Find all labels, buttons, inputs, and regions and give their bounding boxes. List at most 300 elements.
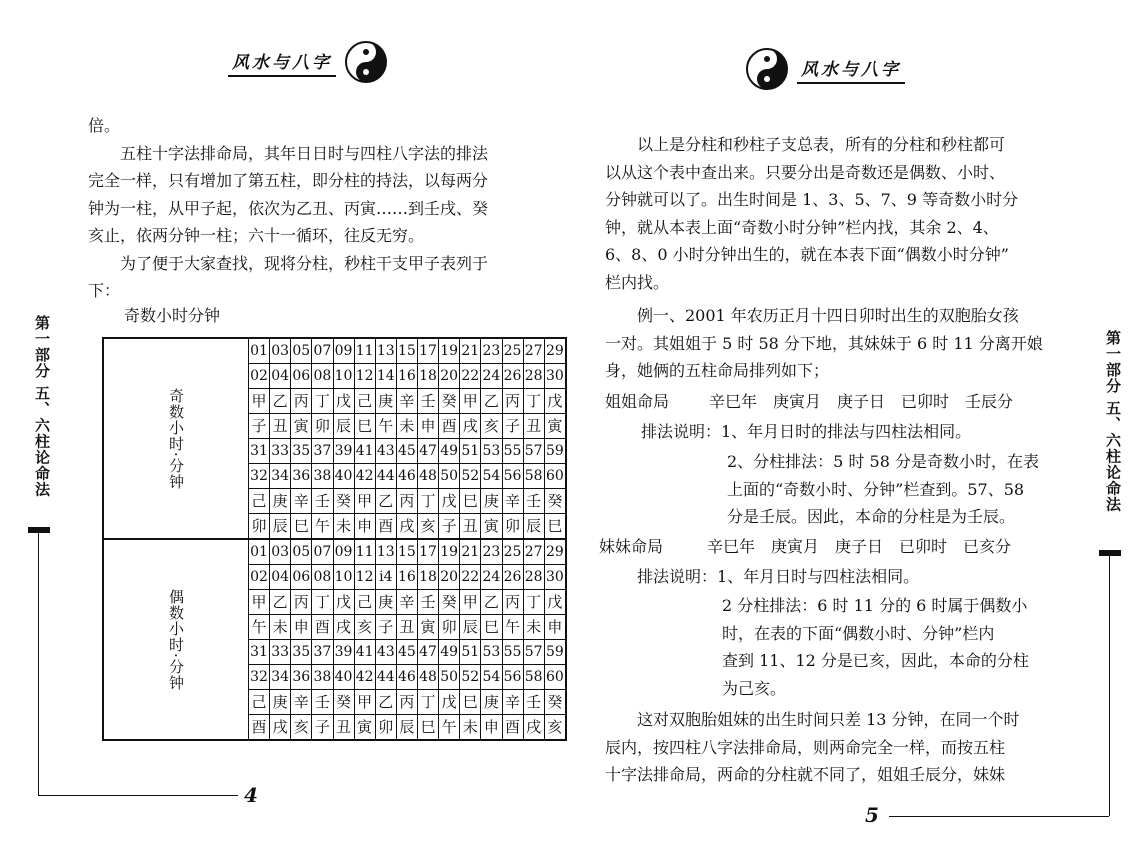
table-cell: 23 <box>481 338 502 364</box>
table-cell: 甲 <box>249 389 270 414</box>
table-cell: 54 <box>481 665 502 690</box>
table-cell: 寅 <box>354 715 375 741</box>
table-cell: 庚 <box>270 489 291 514</box>
table-cell: 07 <box>312 539 333 565</box>
table-cell: 47 <box>418 439 439 464</box>
table-cell: 54 <box>481 464 502 489</box>
table-cell: 24 <box>481 364 502 389</box>
table-cell: 31 <box>249 640 270 665</box>
table-cell: 丙 <box>291 590 312 615</box>
elder-pillars: 辛巳年 庚寅月 庚子日 已卯时 壬辰分 <box>709 392 1014 411</box>
table-cell: 午 <box>312 514 333 540</box>
table-cell: 壬 <box>312 690 333 715</box>
table-cell: 56 <box>502 464 523 489</box>
table-cell: 丑 <box>270 414 291 439</box>
table-cell: 58 <box>523 464 544 489</box>
table-cell: 丁 <box>523 590 544 615</box>
table-cell: 甲 <box>354 489 375 514</box>
table-cell: 寅 <box>481 514 502 540</box>
table-caption: 奇数小时分钟 <box>124 306 221 325</box>
table-cell: 亥 <box>354 615 375 640</box>
table-cell: 申 <box>481 715 502 741</box>
table-cell: 癸 <box>333 489 354 514</box>
table-cell: 01 <box>249 539 270 565</box>
text-line: 分钟就可以了。出生时间是 1、3、5、7、9 等奇数小时分 <box>605 190 1019 209</box>
elder-note-1: 1、年月日时的排法与四柱法相同。 <box>721 422 972 441</box>
text-line: 亥止，依两分钟一柱；六十一循环，往反无穷。 <box>88 226 425 245</box>
table-cell: 25 <box>502 338 523 364</box>
table-cell: 亥 <box>418 514 439 540</box>
table-cell: 22 <box>460 565 481 590</box>
table-cell: 38 <box>312 665 333 690</box>
table-cell: 52 <box>460 464 481 489</box>
ganzhi-table <box>102 337 567 741</box>
table-cell: 27 <box>523 338 544 364</box>
table-cell: 丁 <box>312 590 333 615</box>
table-cell: 45 <box>396 640 417 665</box>
paragraph-3 <box>605 706 1070 789</box>
table-cell: 未 <box>270 615 291 640</box>
table-cell: 01 <box>249 338 270 364</box>
table-cell: 寅 <box>291 414 312 439</box>
table-cell: 申 <box>418 414 439 439</box>
table-cell: 17 <box>418 338 439 364</box>
table-cell: 丁 <box>418 489 439 514</box>
table-cell: 28 <box>523 565 544 590</box>
table-cell: 23 <box>481 539 502 565</box>
table-cell: 庚 <box>481 489 502 514</box>
elder-label: 姐姐命局 <box>605 392 670 411</box>
table-cell: 巳 <box>481 615 502 640</box>
table-cell: 戌 <box>396 514 417 540</box>
table-cell: 15 <box>396 539 417 565</box>
table-cell: 戌 <box>333 615 354 640</box>
table-cell: 46 <box>396 464 417 489</box>
table-cell: 38 <box>312 464 333 489</box>
table-cell: 辛 <box>502 690 523 715</box>
header-title: 风水与八字 <box>797 55 905 84</box>
table-cell: 丙 <box>291 389 312 414</box>
table-cell: 亥 <box>544 715 566 741</box>
table-cell: 巳 <box>544 514 566 540</box>
table-cell: 戊 <box>439 489 460 514</box>
table-cell: 卯 <box>502 514 523 540</box>
table-cell: 10 <box>333 364 354 389</box>
table-cell: 60 <box>544 464 566 489</box>
table-cell: 子 <box>439 514 460 540</box>
table-cell: 庚 <box>375 389 396 414</box>
text-line: 分是壬辰。因此，本命的分柱是为壬辰。 <box>727 507 1016 526</box>
table-cell: 亥 <box>291 715 312 741</box>
table-cell: 49 <box>439 439 460 464</box>
table-cell: 申 <box>354 514 375 540</box>
table-cell: 33 <box>270 439 291 464</box>
table-cell: 寅 <box>418 615 439 640</box>
table-cell: 20 <box>439 364 460 389</box>
side-bar-mark <box>28 527 50 533</box>
table-cell: 卯 <box>312 414 333 439</box>
table-cell: 戊 <box>544 389 566 414</box>
table-cell: 庚 <box>270 690 291 715</box>
table-cell: 21 <box>460 338 481 364</box>
table-cell: 48 <box>418 464 439 489</box>
younger-pillars: 辛巳年 庚寅月 庚子日 已卯时 已亥分 <box>707 537 1012 556</box>
text-line: 以上是分柱和秒柱子支总表，所有的分柱和秒柱都可 <box>637 135 1006 154</box>
table-cell: 26 <box>502 364 523 389</box>
table-cell: 34 <box>270 464 291 489</box>
table-cell: 57 <box>523 439 544 464</box>
table-cell: 子 <box>312 715 333 741</box>
table-cell: 53 <box>481 640 502 665</box>
side-section-label: 第一部分 五、六柱论命法 <box>33 315 51 498</box>
section-label: 奇数小时·分钟 <box>103 338 249 539</box>
table-cell: 午 <box>249 615 270 640</box>
table-cell: 13 <box>375 338 396 364</box>
younger-label: 妹妹命局 <box>599 537 664 556</box>
table-cell: 09 <box>333 338 354 364</box>
left-page <box>0 0 567 843</box>
table-cell: 26 <box>502 565 523 590</box>
yin-yang-icon <box>344 40 388 84</box>
table-cell: 辛 <box>291 489 312 514</box>
table-cell: 戊 <box>544 590 566 615</box>
table-cell: 己 <box>354 389 375 414</box>
table-cell: 丁 <box>312 389 333 414</box>
table-cell: 丁 <box>418 690 439 715</box>
table-cell: 己 <box>249 690 270 715</box>
table-cell: 16 <box>396 565 417 590</box>
table-cell: 56 <box>502 665 523 690</box>
table-cell: 酉 <box>312 615 333 640</box>
table-cell: 09 <box>333 539 354 565</box>
table-cell: 丁 <box>523 389 544 414</box>
table-cell: 丑 <box>396 615 417 640</box>
page-header-right <box>745 47 905 91</box>
footer-rule <box>889 816 1109 817</box>
table-cell: 戊 <box>439 690 460 715</box>
text-line: 栏内找。 <box>605 272 670 292</box>
text-line: 五柱十字法排命局，其年日日时与四柱八字法的排法 <box>120 143 489 163</box>
table-cell: 17 <box>418 539 439 565</box>
table-cell: 10 <box>333 565 354 590</box>
header-title: 风水与八字 <box>228 48 336 77</box>
text-line: 十字法排命局，两命的分柱就不同了，姐姐壬辰分，妹妹 <box>605 765 1006 784</box>
text-line: 下： <box>88 281 121 300</box>
table-row <box>103 338 566 364</box>
table-cell: 己 <box>249 489 270 514</box>
younger-note-2 <box>722 592 1062 702</box>
table-cell: 辰 <box>333 414 354 439</box>
table-cell: 庚 <box>375 590 396 615</box>
table-cell: 19 <box>439 338 460 364</box>
table-cell: 30 <box>544 364 566 389</box>
table-cell: 未 <box>460 715 481 741</box>
table-cell: 未 <box>523 615 544 640</box>
page-header-left <box>228 40 388 84</box>
table-cell: 乙 <box>270 590 291 615</box>
text-line: 完全一样，只有增加了第五柱，即分柱的持法，以每两分 <box>88 171 489 190</box>
table-cell: 酉 <box>439 414 460 439</box>
text-line: 为己亥。 <box>722 678 787 698</box>
table-cell: 癸 <box>439 389 460 414</box>
table-cell: 戌 <box>270 715 291 741</box>
table-cell: 13 <box>375 539 396 565</box>
table-cell: 42 <box>354 464 375 489</box>
table-cell: 51 <box>460 640 481 665</box>
table-cell: 41 <box>354 640 375 665</box>
table-cell: 05 <box>291 338 312 364</box>
text-line: 2 分柱排法：6 时 11 分的 6 时属于偶数小 <box>722 596 1028 615</box>
table-cell: 58 <box>523 665 544 690</box>
text-line: 钟为一柱，从甲子起，依次为乙丑、丙寅……到壬戌、癸 <box>88 198 489 218</box>
table-cell: 57 <box>523 640 544 665</box>
side-bar-mark <box>1099 550 1121 556</box>
table-cell: 未 <box>396 414 417 439</box>
table-cell: 55 <box>502 439 523 464</box>
table-cell: 辰 <box>523 514 544 540</box>
table-cell: 16 <box>396 364 417 389</box>
elder-note-label: 排法说明： <box>641 422 722 441</box>
table-cell: 60 <box>544 665 566 690</box>
table-cell: 19 <box>439 539 460 565</box>
paragraph-1 <box>605 131 1070 296</box>
table-cell: 29 <box>544 338 566 364</box>
table-cell: 辰 <box>396 715 417 741</box>
table-row <box>103 539 566 565</box>
elder-note-2 <box>727 448 1067 531</box>
table-cell: 12 <box>354 565 375 590</box>
table-cell: 卯 <box>439 615 460 640</box>
table-cell: 卯 <box>375 715 396 741</box>
table-cell: 午 <box>502 615 523 640</box>
table-cell: 42 <box>354 665 375 690</box>
table-cell: 39 <box>333 439 354 464</box>
table-cell: 午 <box>439 715 460 741</box>
table-cell: 05 <box>291 539 312 565</box>
table-cell: 辛 <box>396 590 417 615</box>
table-cell: 巳 <box>418 715 439 741</box>
yin-yang-icon <box>745 47 789 91</box>
table-cell: 30 <box>544 565 566 590</box>
text-line: 以从这个表中查出来。只要分出是奇数还是偶数、小时、 <box>605 162 1006 182</box>
table-cell: 59 <box>544 640 566 665</box>
text-line: 倍。 <box>88 116 121 135</box>
table-cell: 壬 <box>523 690 544 715</box>
table-cell: 14 <box>375 364 396 389</box>
table-cell: 27 <box>523 539 544 565</box>
text-line: 查到 11、12 分是已亥，因此，本命的分柱 <box>722 651 1029 670</box>
table-cell: 己 <box>354 590 375 615</box>
table-cell: 申 <box>291 615 312 640</box>
table-cell: 子 <box>502 414 523 439</box>
footer-rule <box>38 795 238 796</box>
table-cell: 乙 <box>270 389 291 414</box>
table-cell: i4 <box>375 565 396 590</box>
table-cell: 29 <box>544 539 566 565</box>
table-cell: 12 <box>354 364 375 389</box>
table-cell: 15 <box>396 338 417 364</box>
table-cell: 寅 <box>544 414 566 439</box>
table-cell: 49 <box>439 640 460 665</box>
table-cell: 52 <box>460 665 481 690</box>
table-cell: 卯 <box>249 514 270 540</box>
table-cell: 50 <box>439 464 460 489</box>
table-cell: 子 <box>375 615 396 640</box>
table-cell: 44 <box>375 665 396 690</box>
table-cell: 36 <box>291 464 312 489</box>
table-cell: 甲 <box>460 590 481 615</box>
table-cell: 乙 <box>375 690 396 715</box>
table-cell: 申 <box>544 615 566 640</box>
table-cell: 47 <box>418 640 439 665</box>
text-line: 例一、2001 年农历正月十四日卯时出生的双胞胎女孩 <box>637 306 1019 325</box>
text-line: 钟，就从本表上面“奇数小时分钟”栏内找，其余 2、4、 <box>605 217 999 237</box>
table-cell: 37 <box>312 439 333 464</box>
text-line: 时，在表的下面“偶数小时、分钟”栏内 <box>722 623 995 643</box>
table-cell: 乙 <box>481 590 502 615</box>
table-cell: 辛 <box>291 690 312 715</box>
table-cell: 壬 <box>523 489 544 514</box>
table-cell: 02 <box>249 364 270 389</box>
right-page <box>567 0 1135 843</box>
page-number: 4 <box>244 783 258 807</box>
table-cell: 35 <box>291 640 312 665</box>
table-cell: 午 <box>375 414 396 439</box>
table-cell: 辛 <box>502 489 523 514</box>
table-cell: 39 <box>333 640 354 665</box>
table-cell: 18 <box>418 565 439 590</box>
table-cell: 壬 <box>418 590 439 615</box>
table-cell: 辛 <box>396 389 417 414</box>
table-cell: 20 <box>439 565 460 590</box>
text-line: 辰内，按四柱八字法排命局，则两命完全一样，而按五柱 <box>605 737 1006 757</box>
table-cell: 癸 <box>544 690 566 715</box>
table-cell: 51 <box>460 439 481 464</box>
table-cell: 53 <box>481 439 502 464</box>
left-body-text <box>88 112 548 305</box>
text-line: 身，她俩的五柱命局排列如下； <box>605 361 830 380</box>
table-cell: 50 <box>439 665 460 690</box>
text-line: 一对。其姐姐于 5 时 58 分下地，其妹妹于 6 时 11 分离开娘 <box>605 333 1043 353</box>
section-label: 偶数小时·分钟 <box>103 539 249 740</box>
table-cell: 28 <box>523 364 544 389</box>
table-cell: 07 <box>312 338 333 364</box>
table-cell: 04 <box>270 364 291 389</box>
table-cell: 子 <box>249 414 270 439</box>
table-cell: 22 <box>460 364 481 389</box>
table-cell: 46 <box>396 665 417 690</box>
table-cell: 02 <box>249 565 270 590</box>
table-cell: 33 <box>270 640 291 665</box>
page-number: 5 <box>865 803 879 827</box>
table-cell: 06 <box>291 364 312 389</box>
text-line: 为了便于大家查找，现将分柱，秒柱干支甲子表列于 <box>120 253 489 273</box>
table-cell: 59 <box>544 439 566 464</box>
younger-note-1: 1、年月日时与四柱法相同。 <box>717 567 920 586</box>
table-cell: 丙 <box>396 489 417 514</box>
table-cell: 08 <box>312 565 333 590</box>
table-cell: 乙 <box>375 489 396 514</box>
table-cell: 06 <box>291 565 312 590</box>
table-cell: 丙 <box>502 389 523 414</box>
table-cell: 辰 <box>270 514 291 540</box>
table-cell: 酉 <box>249 715 270 741</box>
side-section-label: 第一部分 五、六柱论命法 <box>1104 330 1122 513</box>
table-cell: 巳 <box>291 514 312 540</box>
table-cell: 31 <box>249 439 270 464</box>
table-cell: 酉 <box>375 514 396 540</box>
table-cell: 08 <box>312 364 333 389</box>
table-cell: 40 <box>333 665 354 690</box>
table-cell: 25 <box>502 539 523 565</box>
table-cell: 戊 <box>333 389 354 414</box>
table-cell: 35 <box>291 439 312 464</box>
table-cell: 癸 <box>544 489 566 514</box>
table-cell: 34 <box>270 665 291 690</box>
text-line: 这对双胞胎姐妹的出生时间只差 13 分钟，在同一个时 <box>637 710 1020 729</box>
table-cell: 43 <box>375 439 396 464</box>
table-cell: 巳 <box>354 414 375 439</box>
table-cell: 乙 <box>481 389 502 414</box>
table-cell: 甲 <box>354 690 375 715</box>
table-cell: 43 <box>375 640 396 665</box>
table-cell: 55 <box>502 640 523 665</box>
table-cell: 癸 <box>439 590 460 615</box>
table-cell: 辰 <box>460 615 481 640</box>
table-cell: 48 <box>418 665 439 690</box>
text-line: 6、8、0 小时分钟出生的，就在本表下面“偶数小时分钟” <box>605 245 1009 264</box>
table-cell: 亥 <box>481 414 502 439</box>
table-cell: 酉 <box>502 715 523 741</box>
table-cell: 丙 <box>502 590 523 615</box>
text-line: 2、分柱排法：5 时 58 分是奇数小时，在表 <box>727 452 1039 471</box>
paragraph-2 <box>605 302 1070 385</box>
younger-note-label: 排法说明： <box>637 567 718 586</box>
table-cell: 45 <box>396 439 417 464</box>
table-cell: 丙 <box>396 690 417 715</box>
table-cell: 巳 <box>460 690 481 715</box>
text-line: 上面的“奇数小时、分钟”栏查到。57、58 <box>727 479 1025 499</box>
table-cell: 戌 <box>460 414 481 439</box>
table-cell: 甲 <box>249 590 270 615</box>
table-cell: 37 <box>312 640 333 665</box>
table-cell: 癸 <box>333 690 354 715</box>
table-cell: 41 <box>354 439 375 464</box>
table-cell: 壬 <box>418 389 439 414</box>
table-cell: 巳 <box>460 489 481 514</box>
table-cell: 03 <box>270 539 291 565</box>
table-cell: 24 <box>481 565 502 590</box>
table-cell: 32 <box>249 464 270 489</box>
table-cell: 36 <box>291 665 312 690</box>
table-cell: 03 <box>270 338 291 364</box>
table-cell: 甲 <box>460 389 481 414</box>
table-cell: 丑 <box>333 715 354 741</box>
table-cell: 戌 <box>523 715 544 741</box>
table-cell: 壬 <box>312 489 333 514</box>
table-cell: 04 <box>270 565 291 590</box>
table-cell: 戊 <box>333 590 354 615</box>
table-cell: 32 <box>249 665 270 690</box>
side-rule <box>38 533 39 795</box>
table-cell: 丑 <box>460 514 481 540</box>
table-cell: 11 <box>354 338 375 364</box>
table-cell: 40 <box>333 464 354 489</box>
table-cell: 18 <box>418 364 439 389</box>
table-cell: 11 <box>354 539 375 565</box>
side-rule <box>1109 556 1110 816</box>
table-cell: 庚 <box>481 690 502 715</box>
